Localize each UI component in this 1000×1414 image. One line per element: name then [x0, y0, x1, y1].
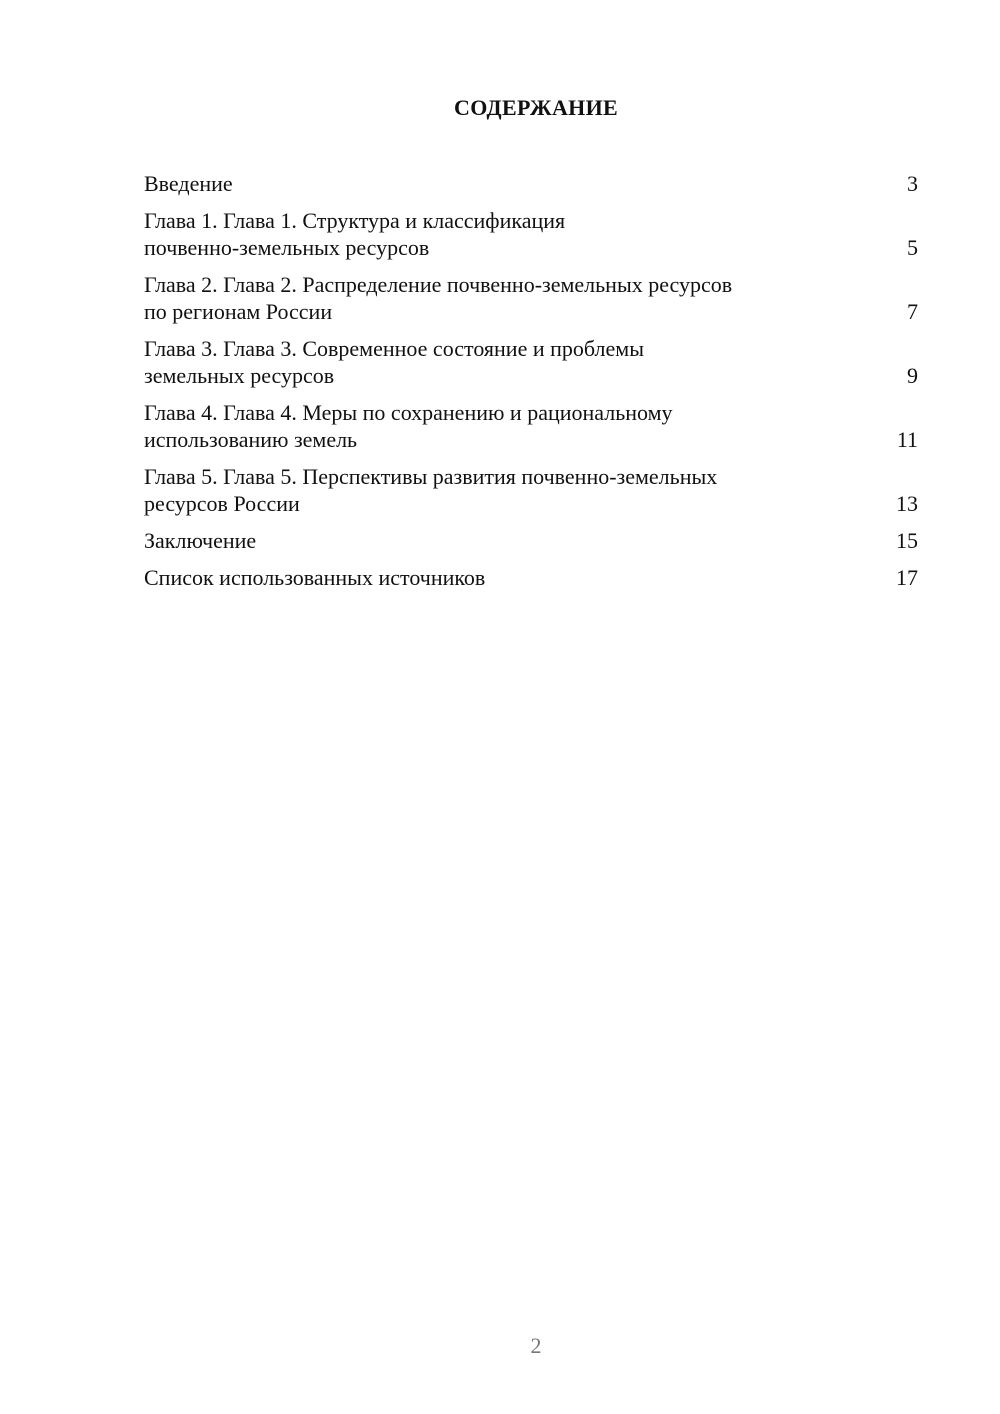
toc-entry-page: 11: [896, 427, 918, 452]
toc-entry-line: ресурсов России: [144, 491, 300, 516]
toc-entry-chapter-5: [144, 463, 918, 517]
toc-entry-line: Глава 5. Глава 5. Перспективы развития почвенно-земельных: [144, 464, 718, 489]
toc-entry-line: Введение: [144, 171, 233, 196]
toc-entry-text: [144, 527, 256, 554]
toc-entry-text: [144, 463, 717, 517]
toc-entry-line: Заключение: [144, 528, 257, 553]
toc-entry-text: [144, 271, 732, 325]
toc-entry-text: [144, 207, 565, 261]
toc-entry-line: почвенно-земельных ресурсов: [144, 235, 430, 260]
toc-entry-chapter-4: [144, 399, 918, 453]
toc-entry-line: Глава 4. Глава 4. Меры по сохранению и рациональному: [144, 400, 673, 425]
toc-entry-chapter-2: [144, 271, 918, 325]
toc-entry-line: использованию земель: [144, 427, 358, 452]
toc-entry-line: Список использованных источников: [144, 565, 486, 590]
toc-entry-page: 3: [907, 171, 918, 196]
toc-entry-conclusion: [144, 527, 918, 554]
table-of-contents: [144, 170, 918, 601]
toc-entry-page: 9: [907, 363, 918, 388]
toc-entry-line: земельных ресурсов: [144, 363, 335, 388]
toc-entry-text: [144, 564, 485, 591]
toc-entry-text: [144, 170, 233, 197]
toc-entry-page: 7: [907, 299, 918, 324]
page-title: СОДЕРЖАНИЕ: [454, 95, 618, 120]
toc-entry-page: 5: [907, 235, 918, 260]
toc-entry-line: Глава 1. Глава 1. Структура и классификация: [144, 208, 566, 233]
toc-entry-chapter-1: [144, 207, 918, 261]
toc-entry-references: [144, 564, 918, 591]
toc-entry-page: 13: [896, 491, 918, 516]
toc-entry-page: 15: [896, 528, 918, 553]
toc-entry-text: [144, 335, 644, 389]
toc-entry-line: по регионам России: [144, 299, 333, 324]
toc-entry-chapter-3: [144, 335, 918, 389]
toc-entry-line: Глава 3. Глава 3. Современное состояние и проблемы: [144, 336, 644, 361]
toc-entry-text: [144, 399, 673, 453]
toc-entry-page: 17: [896, 565, 918, 590]
toc-entry-line: Глава 2. Глава 2. Распределение почвенно-земельных ресурсов: [144, 272, 733, 297]
toc-entry-introduction: [144, 170, 918, 197]
page-number: 2: [530, 1333, 542, 1358]
